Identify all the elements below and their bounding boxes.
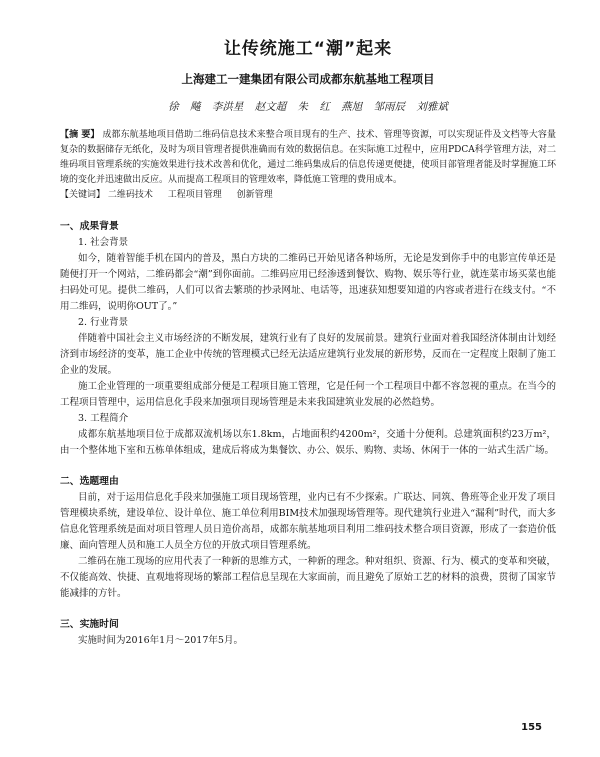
section-background: [60, 219, 556, 459]
keyword: 工程项目管理: [167, 190, 222, 200]
abstract: [60, 128, 556, 188]
paragraph: 成都东航基地项目位于成都双流机场以东1.8km，占地面积约4200m²，交通十分便利。总建筑面积约23万m²，由一个整体地下室和五栋单体组成，建成后将成为集餐饮、办公、娱乐、购物、卖场、休闲于一体的一站式生活广场。: [60, 429, 556, 456]
section-heading: 一、成果背景: [60, 221, 119, 232]
subsection-heading: 2. 行业背景: [78, 317, 129, 328]
article-title: 让传统施工“潮”起来: [223, 39, 393, 59]
keywords: [60, 188, 556, 203]
paragraph: 二维码在施工现场的应用代表了一种新的思维方式，一种新的理念。种对组织、资源、行为、模式的变革和突破，不仅能高效、快捷、直观地将现场的繁部工程信息呈现在大家面前，而且避免了原始工艺的材料的浪费，贯彻了国家节能减排的方针。: [60, 556, 556, 599]
paragraph: 伴随着中国社会主义市场经济的不断发展，建筑行业有了良好的发展前景。建筑行业面对着我国经济体制由计划经济到市场经济的变革，施工企业中传统的管理模式已经无法适应建筑行业发展的新形势，反而在一定程度上限制了施工企业的发展。: [60, 333, 556, 376]
subsection-heading: 1. 社会背景: [78, 237, 129, 248]
author-affiliation: 上海建工一建集团有限公司成都东航基地工程项目: [181, 72, 435, 86]
section-heading: 三、实施时间: [60, 619, 119, 630]
abstract-label: 【摘 要】: [60, 130, 100, 140]
section-heading: 二、选题理由: [60, 476, 119, 487]
abstract-text: 成都东航基地项目借助二维码信息技术来整合项目现有的生产、技术、管理等资源，可以实现证件及文档等大容量复杂的数据储存无纸化，及时为项目管理者提供准确而有效的数据信息。在实际施工过程中，应用PDCA科学管理方法，对二维码项目管理系统的实施效果进行技术改善和优化，通过二维码集成后的信息传递更便捷，使项目部管理者能及时掌握施工环境的变化并迅速做出反应。从而提高工程项目的管理效率，降低施工管理的费用成本。: [60, 130, 556, 185]
author-list: 徐 飚 李洪星 赵文超 朱 红 燕旭 邹雨辰 刘雅斌: [168, 101, 448, 113]
section-timeline: [60, 617, 556, 649]
section-rationale: [60, 474, 556, 602]
paragraph: 实施时间为2016年1月～2017年5月。: [78, 635, 243, 646]
paragraph: 目前，对于运用信息化手段来加强施工项目现场管理，业内已有不少探索。广联达、同筑、鲁班等企业开发了项目管理模块系统，建设单位、设计单位、施工单位利用BIM技术加强现场管理等。现代建筑行业进入“漏利”时代，而大多信息化管理系统是面对项目管理人员日造价高昂，成都东航基地项目利用二维码技术整合项目资源，形成了一套造价低廉、面向管理人员和施工人员全方位的开放式项目管理系统。: [60, 492, 556, 551]
keyword: 创新管理: [236, 190, 273, 200]
page-number: 155: [521, 722, 542, 733]
paragraph: 施工企业管理的一项重要组成部分便是工程项目施工管理，它是任何一个工程项目中都不容忽视的重点。在当今的工程项目管理中，运用信息化手段来加强项目现场管理是未来我国建筑业发展的必然趋势。: [60, 381, 556, 408]
keyword: 二维码技术: [107, 190, 153, 200]
paragraph: 如今，随着智能手机在国内的普及，黑白方块的二维码已开始见诸各种场所，无论是发到你手中的电影宣传单还是随便打开一个网站，二维码都会“潮”到你面前。二维码应用已经渗透到餐饮、购物、娱乐等行业，就连菜市场买菜也能扫码处可见。提供二维码，人们可以省去繁琐的抄录网址、电话等，迅速获知想要知道的内容或者进行在线支付。“不用二维码，说明你OUT了。”: [60, 253, 556, 312]
subsection-heading: 3. 工程简介: [78, 413, 129, 424]
keywords-label: 【关键词】: [60, 190, 106, 200]
